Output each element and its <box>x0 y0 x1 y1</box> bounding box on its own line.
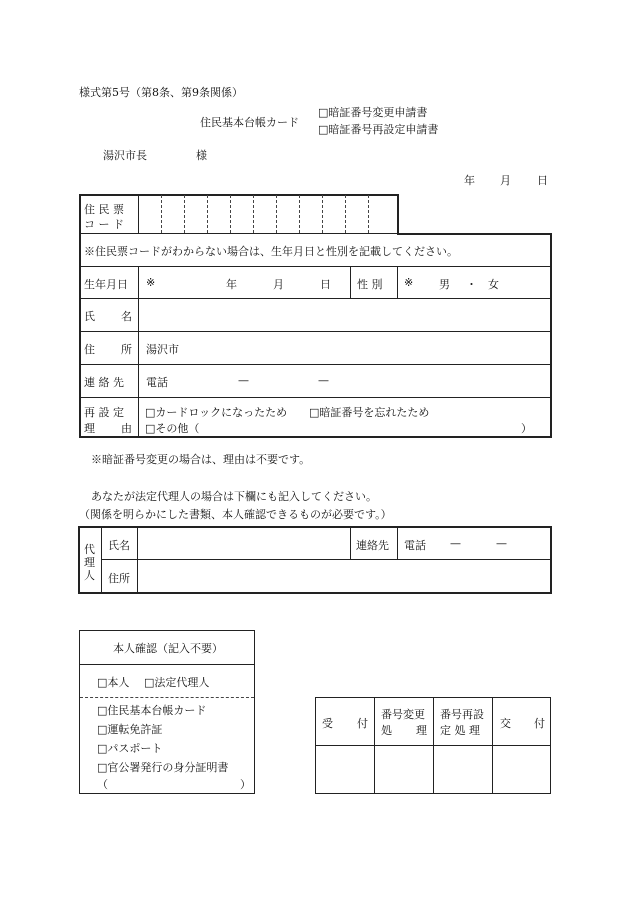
agent-contact-label: 連絡先 <box>356 539 389 552</box>
date-year-label: 年 <box>464 174 475 187</box>
agent-label-3: 人 <box>84 569 95 582</box>
reception-label-a: 受 <box>322 717 333 730</box>
reason-card-lock-checkbox[interactable]: □カードロックになったため <box>145 406 288 419</box>
identity-paren-open: （ <box>97 778 108 791</box>
number-change-label-2a: 処 <box>381 724 392 737</box>
agent-address-label: 住所 <box>108 572 130 585</box>
birth-label: 生年月日 <box>84 278 128 291</box>
issue-label-a: 交 <box>500 717 511 730</box>
name-label-b: 名 <box>121 310 132 323</box>
number-change-label-1: 番号変更 <box>381 708 425 721</box>
resident-code-input[interactable] <box>139 195 397 233</box>
reason-forgot-pin-checkbox[interactable]: □暗証番号を忘れたため <box>309 406 430 419</box>
identity-title: 本人確認（記入不要） <box>113 642 223 655</box>
change-note: ※暗証番号変更の場合は、理由は不要です。 <box>91 453 311 466</box>
gender-separator: ・ <box>466 278 477 291</box>
identity-doc-official-id[interactable]: □官公署発行の身分証明書 <box>97 761 229 774</box>
agent-label-2: 理 <box>84 556 95 569</box>
agent-name-label: 氏名 <box>108 539 130 552</box>
identity-doc-juki-card[interactable]: □住民基本台帳カード <box>97 704 207 717</box>
date-month-label: 月 <box>500 174 511 187</box>
reception-stamp-cell <box>316 746 374 793</box>
resident-code-note: ※住民票コードがわからない場合は、生年月日と性別を記載してください。 <box>84 245 458 258</box>
gender-label: 性 別 <box>357 278 383 291</box>
reason-label-2b: 由 <box>121 422 132 435</box>
option-reset-checkbox[interactable]: □暗証番号再設定申請書 <box>318 123 439 136</box>
birth-mark: ※ <box>146 276 156 289</box>
honorific: 様 <box>196 149 207 162</box>
form-number: 様式第5号（第8条、第9条関係） <box>79 86 243 99</box>
birth-day-label: 日 <box>320 278 331 291</box>
number-reset-label-2: 定 処 理 <box>440 724 480 737</box>
resident-code-label-1: 住 民 票 <box>84 203 124 216</box>
issue-stamp-cell <box>493 746 550 793</box>
agent-phone-dash-2: — <box>496 537 507 550</box>
date-day-label: 日 <box>537 174 548 187</box>
identity-paren-close: ） <box>240 778 251 791</box>
address-label-a: 住 <box>84 343 95 356</box>
agent-phone-label: 電話 <box>404 539 426 552</box>
address-value[interactable]: 湯沢市 <box>146 343 179 356</box>
reason-other-checkbox[interactable]: □その他（ <box>145 422 200 435</box>
birth-month-label: 月 <box>273 278 284 291</box>
name-label-a: 氏 <box>84 310 95 323</box>
number-reset-label-1: 番号再設 <box>440 708 484 721</box>
number-change-stamp-cell <box>375 746 433 793</box>
gender-male[interactable]: 男 <box>439 278 450 291</box>
contact-label: 連 絡 先 <box>84 376 124 389</box>
number-change-label-2b: 理 <box>416 724 427 737</box>
card-name: 住民基本台帳カード <box>200 116 299 129</box>
contact-phone-label: 電話 <box>146 376 168 389</box>
agent-phone-dash-1: — <box>450 537 461 550</box>
number-reset-stamp-cell <box>434 746 492 793</box>
agent-note-1: あなたが法定代理人の場合は下欄にも記入してください。 <box>91 490 377 503</box>
addressee: 湯沢市長 <box>103 149 147 162</box>
option-change-checkbox[interactable]: □暗証番号変更申請書 <box>318 106 428 119</box>
identity-self-checkbox[interactable]: □本人 <box>97 676 130 689</box>
agent-label-1: 代 <box>84 543 95 556</box>
reason-other-close: ） <box>521 422 532 435</box>
contact-dash-1: — <box>238 374 249 387</box>
birth-date-input[interactable] <box>139 267 350 298</box>
address-label-b: 所 <box>121 343 132 356</box>
identity-doc-passport[interactable]: □パスポート <box>97 742 163 755</box>
identity-legal-agent-checkbox[interactable]: □法定代理人 <box>144 676 210 689</box>
reason-label-1: 再 設 定 <box>84 406 124 419</box>
contact-dash-2: — <box>318 374 329 387</box>
name-input[interactable] <box>139 299 550 331</box>
reception-label-b: 付 <box>357 717 368 730</box>
agent-name-input[interactable] <box>138 527 350 559</box>
resident-code-label-2: コ ー ド <box>84 218 124 231</box>
agent-note-2: （関係を明らかにした書類、本人確認できるものが必要です。） <box>79 508 392 521</box>
identity-doc-license[interactable]: □運転免許証 <box>97 723 163 736</box>
birth-year-label: 年 <box>226 278 237 291</box>
issue-label-b: 付 <box>534 717 545 730</box>
agent-address-input[interactable] <box>138 560 550 592</box>
contact-input[interactable] <box>139 365 550 397</box>
reason-label-2a: 理 <box>84 422 95 435</box>
gender-mark: ※ <box>404 276 414 289</box>
gender-female[interactable]: 女 <box>488 278 499 291</box>
